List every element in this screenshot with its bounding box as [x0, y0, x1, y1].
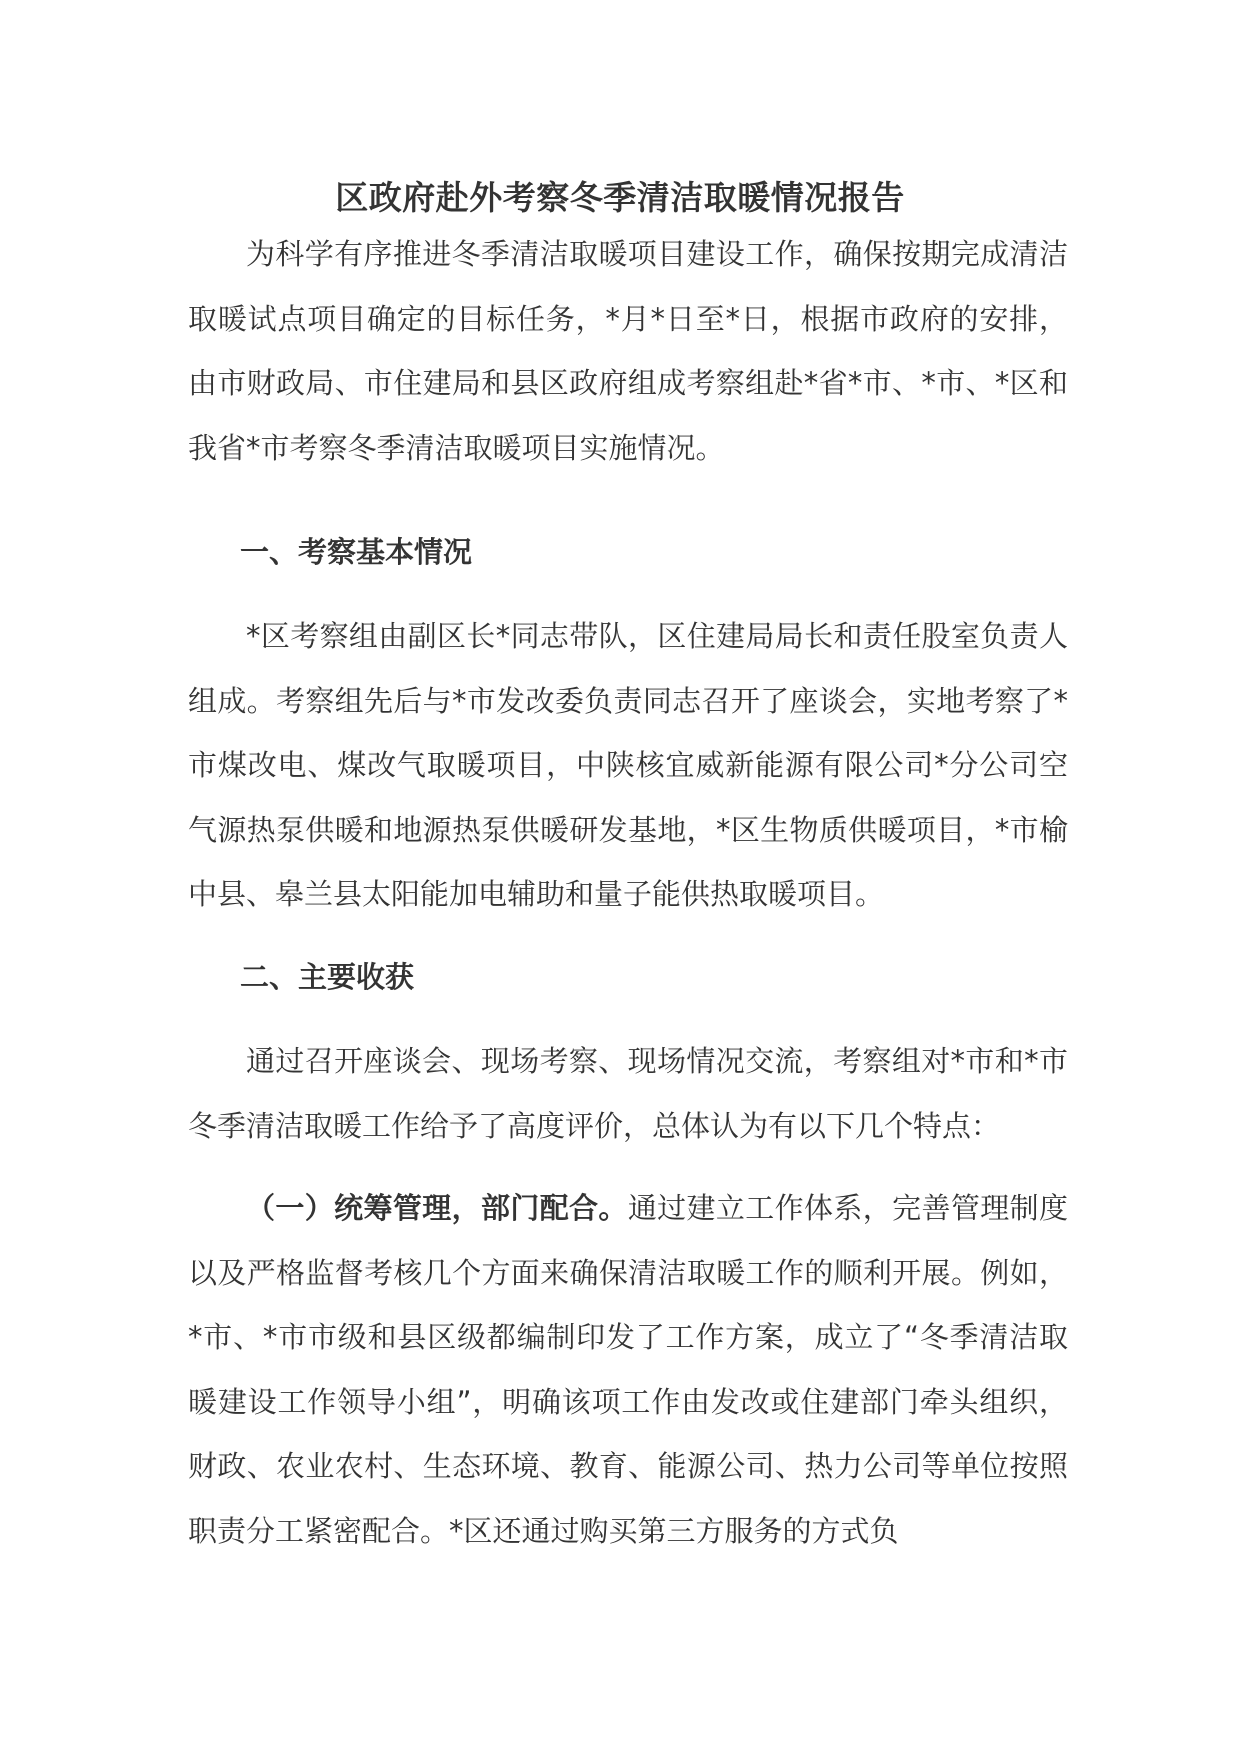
document-title: 区政府赴外考察冬季清洁取暖情况报告 [335, 178, 905, 217]
point-1-lead: （一）统筹管理，部门配合。 [246, 1191, 628, 1225]
intro-paragraph: 为科学有序推进冬季清洁取暖项目建设工作，确保按期完成清洁取暖试点项目确定的目标任务，*月*日至*日，根据市政府的安排，由市财政局、市住建局和县区政府组成考察组赴*省*市、*市、*区和我省*市考察冬季清洁取暖项目实施情况。 [188, 237, 1068, 465]
section-1-heading: 一、考察基本情况 [240, 535, 473, 569]
section-2-paragraph: 通过召开座谈会、现场考察、现场情况交流，考察组对*市和*市冬季清洁取暖工作给予了高度评价，总体认为有以下几个特点： [188, 1044, 1068, 1143]
section-1-paragraph: *区考察组由副区长*同志带队，区住建局局长和责任股室负责人组成。考察组先后与*市发改委负责同志召开了座谈会，实地考察了*市煤改电、煤改气取暖项目，中陕核宜威新能源有限公司*分公司空气源热泵供暖和地源热泵供暖研发基地，*区生物质供暖项目，*市榆中县、皋兰县太阳能加电辅助和量子能供热取暖项目。 [188, 619, 1068, 911]
point-1-body: 通过建立工作体系，完善管理制度以及严格监督考核几个方面来确保清洁取暖工作的顺利开展。例如，*市、*市市级和县区级都编制印发了工作方案，成立了“冬季清洁取暖建设工作领导小组”，明确该项工作由发改或住建部门牵头组织，财政、农业农村、生态环境、教育、能源公司、热力公司等单位按照职责分工紧密配合。*区还通过购买第三方服务的方式负 [188, 1191, 1068, 1548]
point-1-paragraph [188, 1176, 1068, 1563]
section-2-heading: 二、主要收获 [240, 960, 415, 994]
